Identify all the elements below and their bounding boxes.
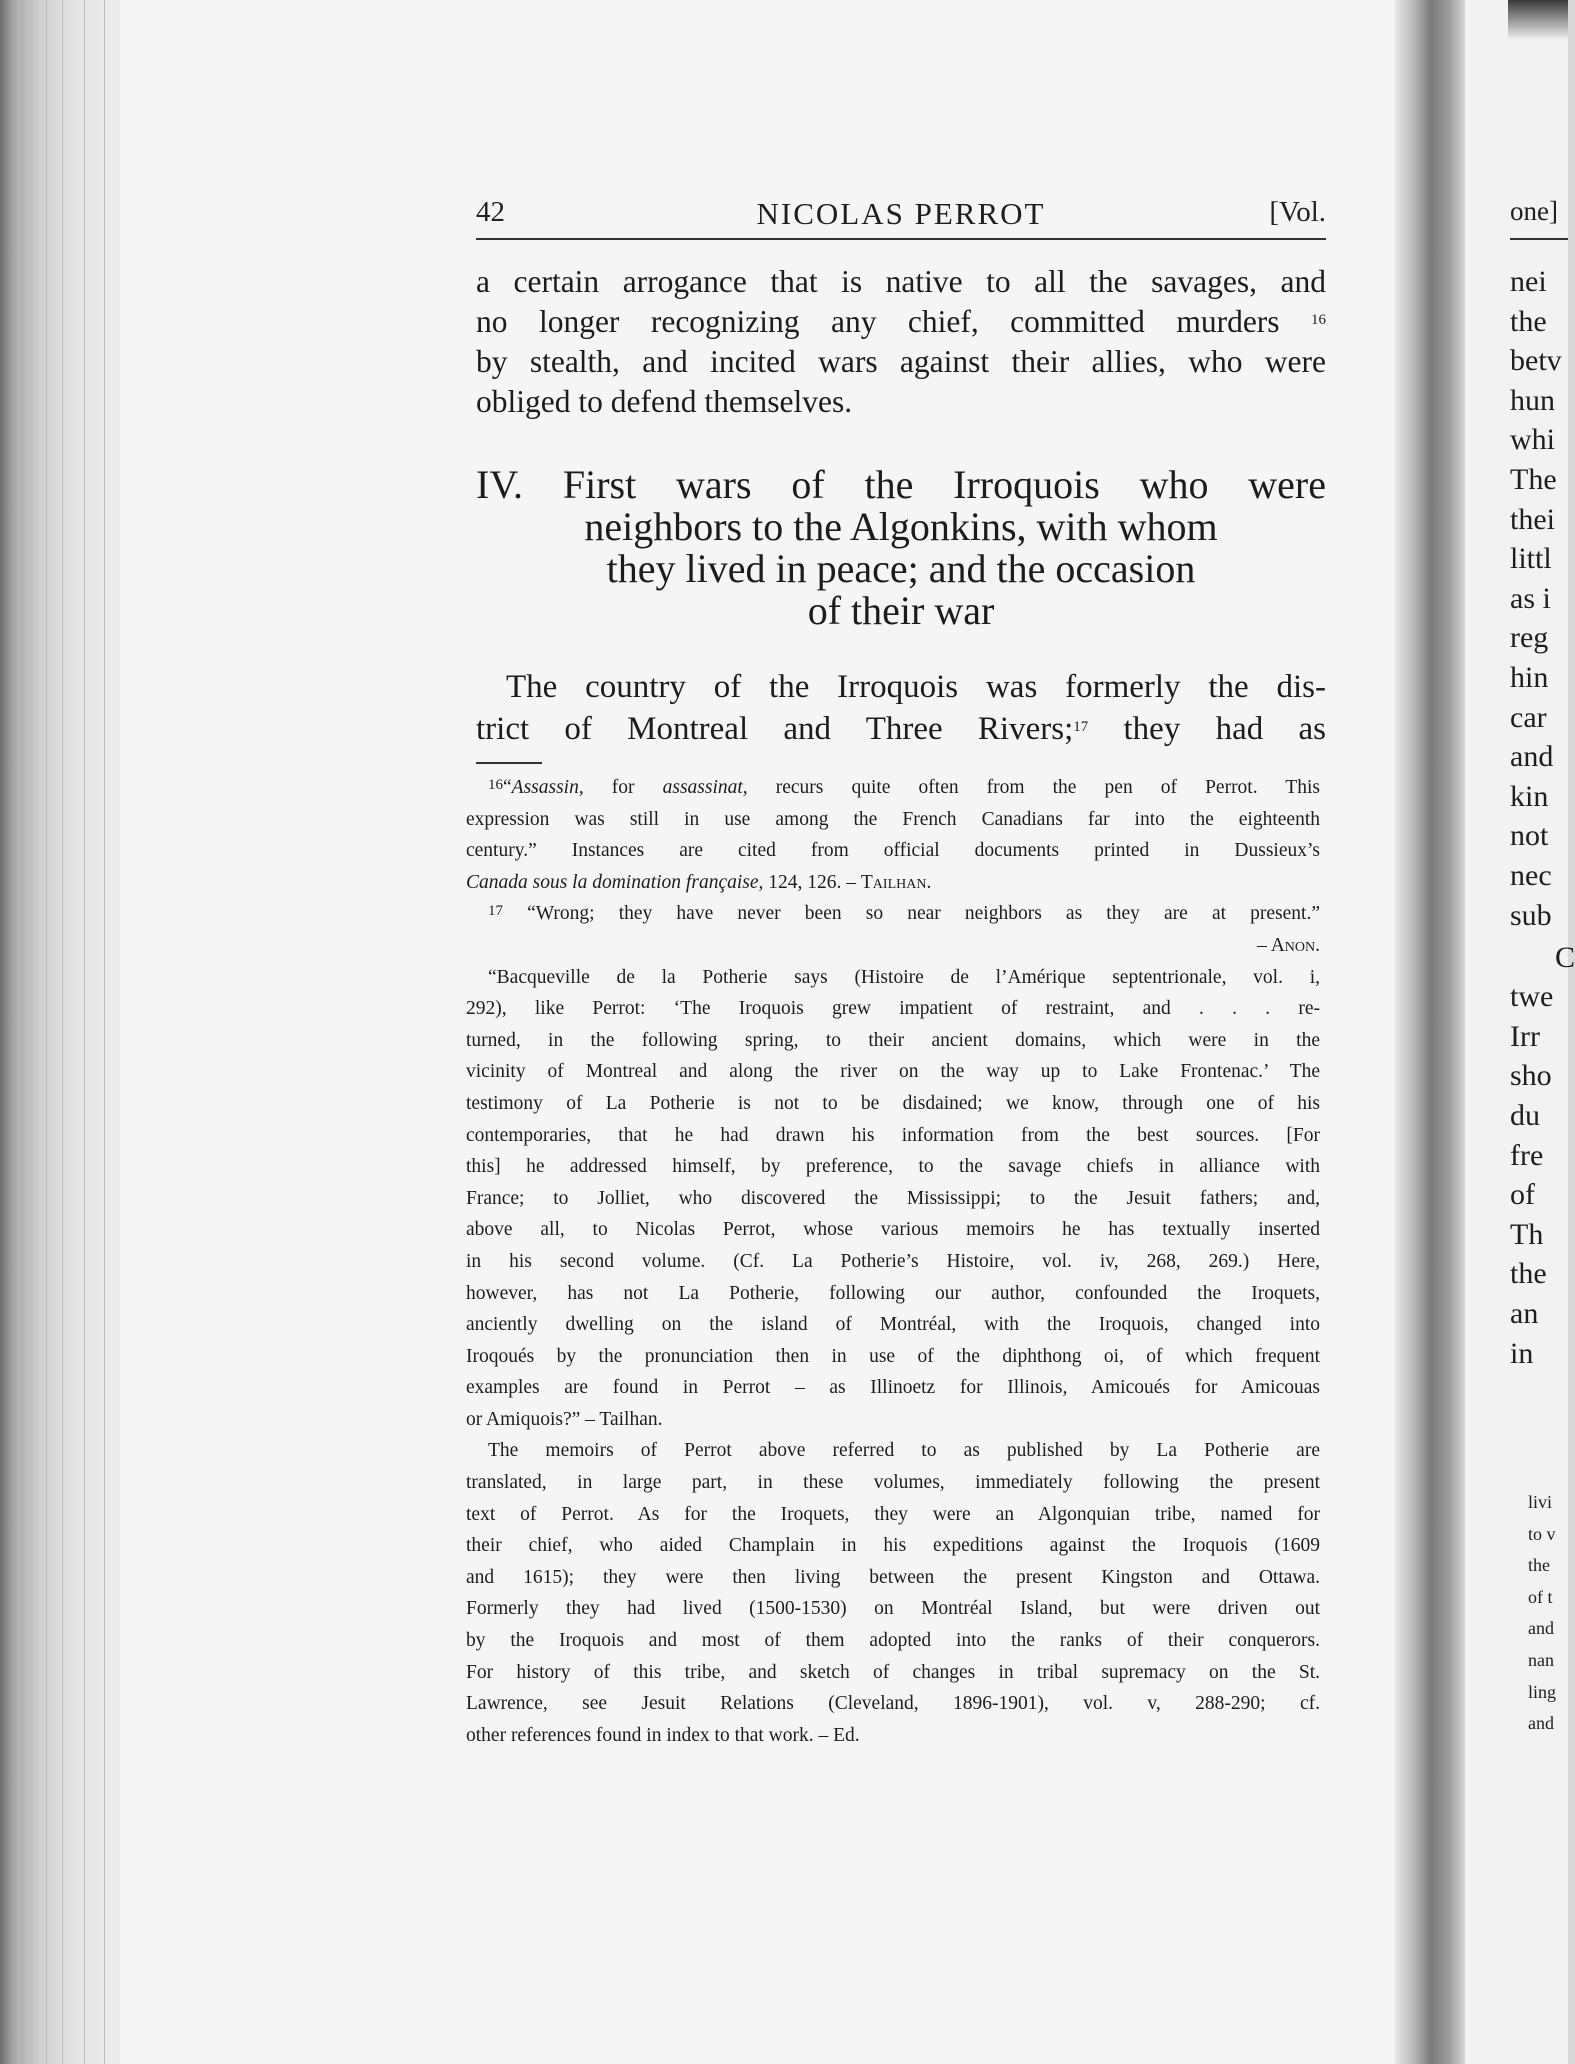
editor-note-line: by the Iroquois and most of them adopted into the ranks of their conquerors. [466, 1630, 1320, 1652]
facing-page-note-line: of t [1528, 1586, 1553, 1607]
facing-page-line: reg [1510, 621, 1549, 655]
facing-page-note-line: ling [1528, 1681, 1557, 1702]
footnote-17-line: Iroqoués by the pronunciation then in use of the diphthong oi, of which frequent [466, 1345, 1320, 1367]
heading-line: of their war [807, 588, 995, 633]
facing-page-note-line: to v [1528, 1523, 1556, 1544]
footnote-17-line: examples are found in Perrot – as Illinoetz for Illinois, Amicoués for Amicouas [466, 1377, 1320, 1399]
footnote-16-line: century.” Instances are cited from official documents printed in Dussieux’s [466, 840, 1320, 862]
footnote-17-line: above all, to Nicolas Perrot, whose various memoirs he has textually inserted [466, 1219, 1320, 1241]
facing-page-note-line: and [1528, 1713, 1554, 1734]
facing-page-line: Irr [1510, 1019, 1540, 1053]
footnote-16-line: $^{16}$“Assassin, for assassinat, recurs quite often from the pen of Perrot. This [488, 777, 1320, 798]
facing-page-line: as i [1510, 581, 1551, 615]
running-title: NICOLAS PERROT [756, 196, 1046, 231]
facing-page-note-line: the [1528, 1555, 1550, 1576]
editor-note-line: translated, in large part, in these volumes, immediately following the present [466, 1472, 1320, 1494]
facing-page-line: whi [1510, 423, 1555, 457]
text-line: no longer recognizing any chief, committed murders $^{16}$ [476, 304, 1327, 339]
facing-page-line: C [1555, 940, 1575, 974]
footnote-17-line: in his second volume. (Cf. La Potherie’s Histoire, vol. iv, 268, 269.) Here, [466, 1250, 1320, 1272]
facing-page-line: the [1510, 1257, 1547, 1291]
facing-page-line: sho [1510, 1059, 1552, 1093]
footnote-17-line: vicinity of Montreal and along the river on the way up to Lake Frontenac.’ The [466, 1061, 1320, 1083]
facing-page-line: twe [1510, 980, 1554, 1014]
editor-note-line: For history of this tribe, and sketch of changes in tribal supremacy on the St. [466, 1661, 1320, 1683]
page-number: 42 [476, 196, 505, 228]
chapter-heading [476, 464, 1326, 632]
facing-page-line: du [1510, 1099, 1540, 1132]
facing-page-line: not [1510, 819, 1549, 853]
editor-note-line: text of Perrot. As for the Iroquets, they were an Algonquian tribe, named for [466, 1503, 1320, 1525]
footnotes [466, 772, 1320, 1751]
facing-page-line: of [1510, 1178, 1535, 1212]
footnote-17-line: this] he addressed himself, by preference, to the savage chiefs in alliance with [466, 1156, 1320, 1178]
editor-note-line: Formerly they had lived (1500-1530) on Montréal Island, but were driven out [466, 1598, 1320, 1620]
facing-page-line: in [1510, 1336, 1534, 1370]
facing-page-line: fre [1510, 1138, 1544, 1172]
footnote-17-attribution: – Anon. [1257, 934, 1320, 956]
editor-note-line: Lawrence, see Jesuit Relations (Cleveland, 1896-1901), vol. v, 288-290; cf. [466, 1693, 1320, 1715]
footnote-17-line: contemporaries, that he had drawn his information from the best sources. [For [466, 1124, 1320, 1146]
editor-note-line: other references found in index to that work. – Ed. [466, 1724, 860, 1746]
footnote-rule [476, 762, 542, 764]
facing-page-line: car [1510, 700, 1547, 734]
running-head [476, 196, 1326, 240]
facing-page-line: hun [1510, 383, 1555, 417]
facing-page-note-line: livi [1528, 1492, 1553, 1512]
facing-page-head: one] [1510, 196, 1558, 226]
facing-page-note-line: nan [1528, 1650, 1554, 1670]
text-line: obliged to defend themselves. [476, 384, 853, 419]
facing-page-line: littl [1510, 542, 1552, 576]
facing-page-rule [1510, 238, 1568, 240]
heading-line: neighbors to the Algonkins, with whom [584, 504, 1218, 549]
facing-page-line: The [1510, 463, 1557, 496]
facing-page-line: nec [1510, 859, 1552, 892]
footnote-16-line: expression was still in use among the French Canadians far into the eighteenth [466, 808, 1320, 830]
footnote-17-line: “Bacqueville de la Potherie says (Histoire de l’Amérique septentrionale, vol. i, [488, 966, 1320, 988]
facing-page-line: Th [1510, 1217, 1544, 1251]
footnote-ref: 17 [1073, 719, 1089, 735]
chapter-text [476, 666, 1326, 750]
footnote-17-line: however, has not La Potherie, following our author, confounded the Iroquets, [466, 1282, 1320, 1304]
facing-page-line: kin [1510, 779, 1549, 813]
facing-page-line: thei [1510, 502, 1555, 536]
facing-page-line: nei [1510, 265, 1547, 298]
facing-page-line: and [1510, 740, 1554, 774]
editor-note-line: and 1615); they were then living between the present Kingston and Ottawa. [466, 1566, 1320, 1588]
book-gutter [1395, 0, 1465, 2064]
text-line: The country of the Irroquois was formerly the dis- [506, 669, 1326, 705]
facing-page-line: sub [1510, 898, 1552, 932]
footnote-ref: 16 [1311, 312, 1327, 328]
editor-note-line: their chief, who aided Champlain in his expeditions against the Iroquois (1609 [466, 1535, 1320, 1557]
text-line: by stealth, and incited wars against their allies, who were [476, 344, 1326, 379]
opening-paragraph [476, 262, 1326, 422]
footnote-17-line: testimony of La Potherie is not to be disdained; we know, through one of his [466, 1092, 1320, 1114]
facing-page-note-line: and [1528, 1618, 1554, 1639]
facing-page-line: the [1510, 304, 1547, 338]
heading-line: IV. First wars of the Irroquois who were [476, 462, 1326, 507]
text-line: trict of Montreal and Three Rivers;$^{17}$ they had as [476, 711, 1326, 747]
heading-line: they lived in peace; and the occasion [606, 546, 1196, 591]
text-line: a certain arrogance that is native to all the savages, and [476, 264, 1326, 299]
footnote-17-line: $^{17}$ “Wrong; they have never been so near neighbors as they are at present.” [488, 903, 1320, 925]
editor-note-line: The memoirs of Perrot above referred to as published by La Potherie are [488, 1440, 1320, 1462]
footnote-16-line: Canada sous la domination française, 124, 126. – Tailhan. [466, 871, 932, 893]
footnote-17-line: or Amiquois?” – Tailhan. [466, 1408, 663, 1430]
facing-page-line: hin [1510, 661, 1549, 694]
facing-page-line: an [1510, 1297, 1539, 1330]
footnote-17-line: 292), like Perrot: ‘The Iroquois grew impatient of restraint, and . . . re- [466, 998, 1320, 1020]
footnote-17-line: anciently dwelling on the island of Montréal, with the Iroquois, changed into [466, 1314, 1320, 1336]
footnote-17-line: France; to Jolliet, who discovered the Mississippi; to the Jesuit fathers; and, [466, 1187, 1320, 1209]
footnote-17-line: turned, in the following spring, to their ancient domains, which were in the [466, 1029, 1320, 1051]
volume-label: [Vol. [1269, 196, 1326, 228]
facing-page-line: betv [1510, 344, 1562, 378]
